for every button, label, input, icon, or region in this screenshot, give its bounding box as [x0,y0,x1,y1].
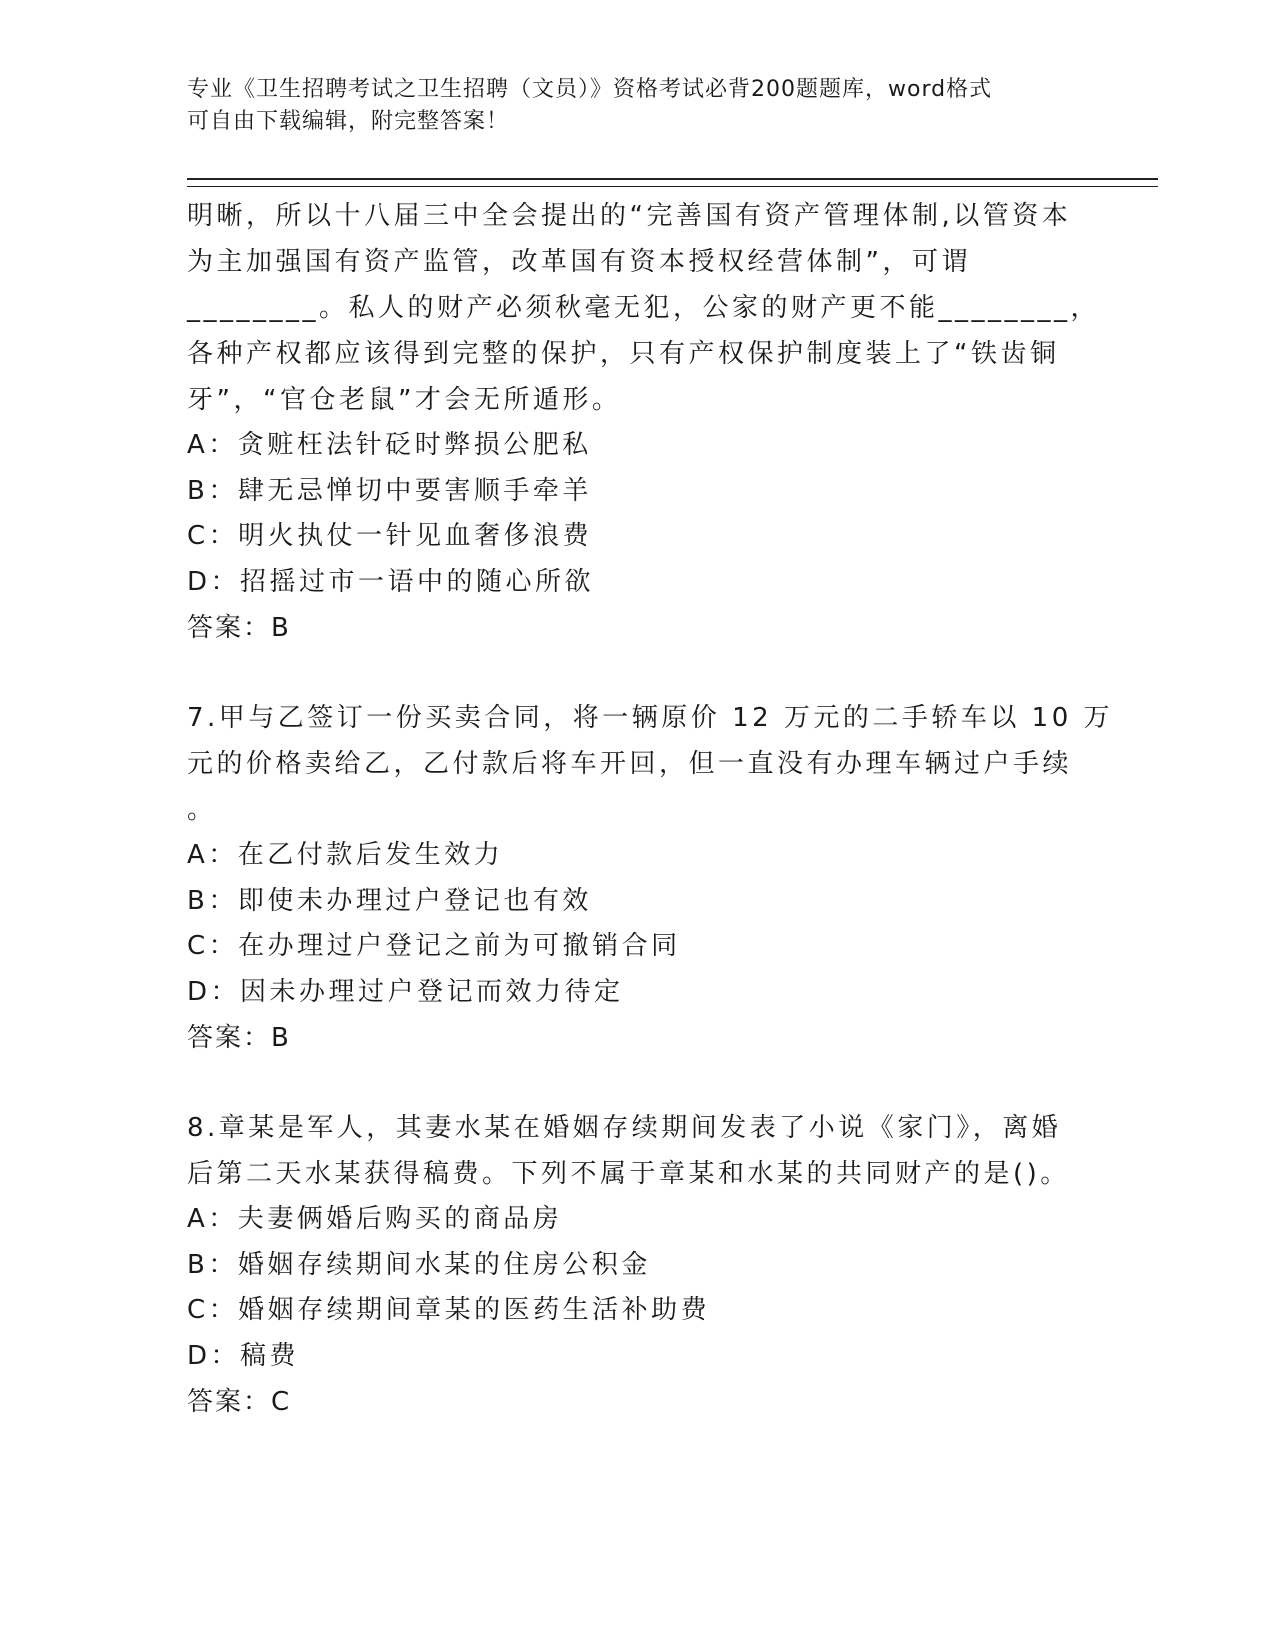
stem-line: 7.甲与乙签订一份买卖合同，将一辆原价 12 万元的二手轿车以 10 万 [187,703,1114,733]
option-a: A：在乙付款后发生效力 [187,840,504,870]
answer-line: 答案：B [187,1023,291,1053]
option-d: D：因未办理过户登记而效力待定 [187,976,624,1007]
question-stem [187,695,1114,833]
question-6 [187,193,1101,651]
option-b: B：肆无忌惮切中要害顺手牵羊 [187,475,592,506]
option-a: A：贪赃枉法针砭时弊损公肥私 [187,430,592,460]
option-a: A：夫妻俩婚后购买的商品房 [187,1204,563,1234]
option-b: B：婚姻存续期间水某的住房公积金 [187,1249,651,1280]
stem-line: 元的价格卖给乙，乙付款后将车开回，但一直没有办理车辆过户手续 [187,749,1073,779]
option-d: D：招摇过市一语中的随心所欲 [187,566,595,597]
question-spacer [187,651,1077,695]
stem-line: 各种产权都应该得到完整的保护，只有产权保护制度装上了“铁齿铜 [187,339,1060,369]
question-stem [187,193,1101,423]
question-7 [187,695,1114,1061]
question-8 [187,1105,1077,1425]
stem-line: 明晰，所以十八届三中全会提出的“完善国有资产管理体制,以管资本 [187,201,1072,231]
option-c: C：明火执仗一针见血奢侈浪费 [187,521,593,551]
answer-line: 答案：B [187,613,291,643]
stem-line: ________。私人的财产必须秋毫无犯，公家的财产更不能________， [187,293,1101,323]
option-d: D：稿费 [187,1340,300,1371]
header-title-line-2: 可自由下载编辑，附完整答案！ [187,109,510,134]
option-c: C：在办理过户登记之前为可撤销合同 [187,931,681,961]
stem-line: 。 [187,795,217,825]
header-title-line-1: 专业《卫生招聘考试之卫生招聘（文员）》资格考试必背200题题库，word格式 [187,77,993,102]
document-body [187,193,1114,1425]
stem-line: 8.章某是军人，其妻水某在婚姻存续期间发表了小说《家门》，离婚 [187,1113,1062,1143]
option-b: B：即使未办理过户登记也有效 [187,885,592,916]
question-stem [187,1105,1077,1197]
option-c: C：婚姻存续期间章某的医药生活补助费 [187,1295,711,1325]
question-spacer [187,1061,1077,1105]
stem-line: 为主加强国有资产监管，改革国有资本授权经营体制”，可谓 [187,247,971,277]
page-header [187,74,1087,138]
stem-line: 牙”，“官仓老鼠”才会无所遁形。 [187,385,622,415]
header-divider [187,178,1158,187]
stem-line: 后第二天水某获得稿费。下列不属于章某和水某的共同财产的是()。 [187,1159,1070,1189]
answer-line: 答案：C [187,1387,292,1417]
